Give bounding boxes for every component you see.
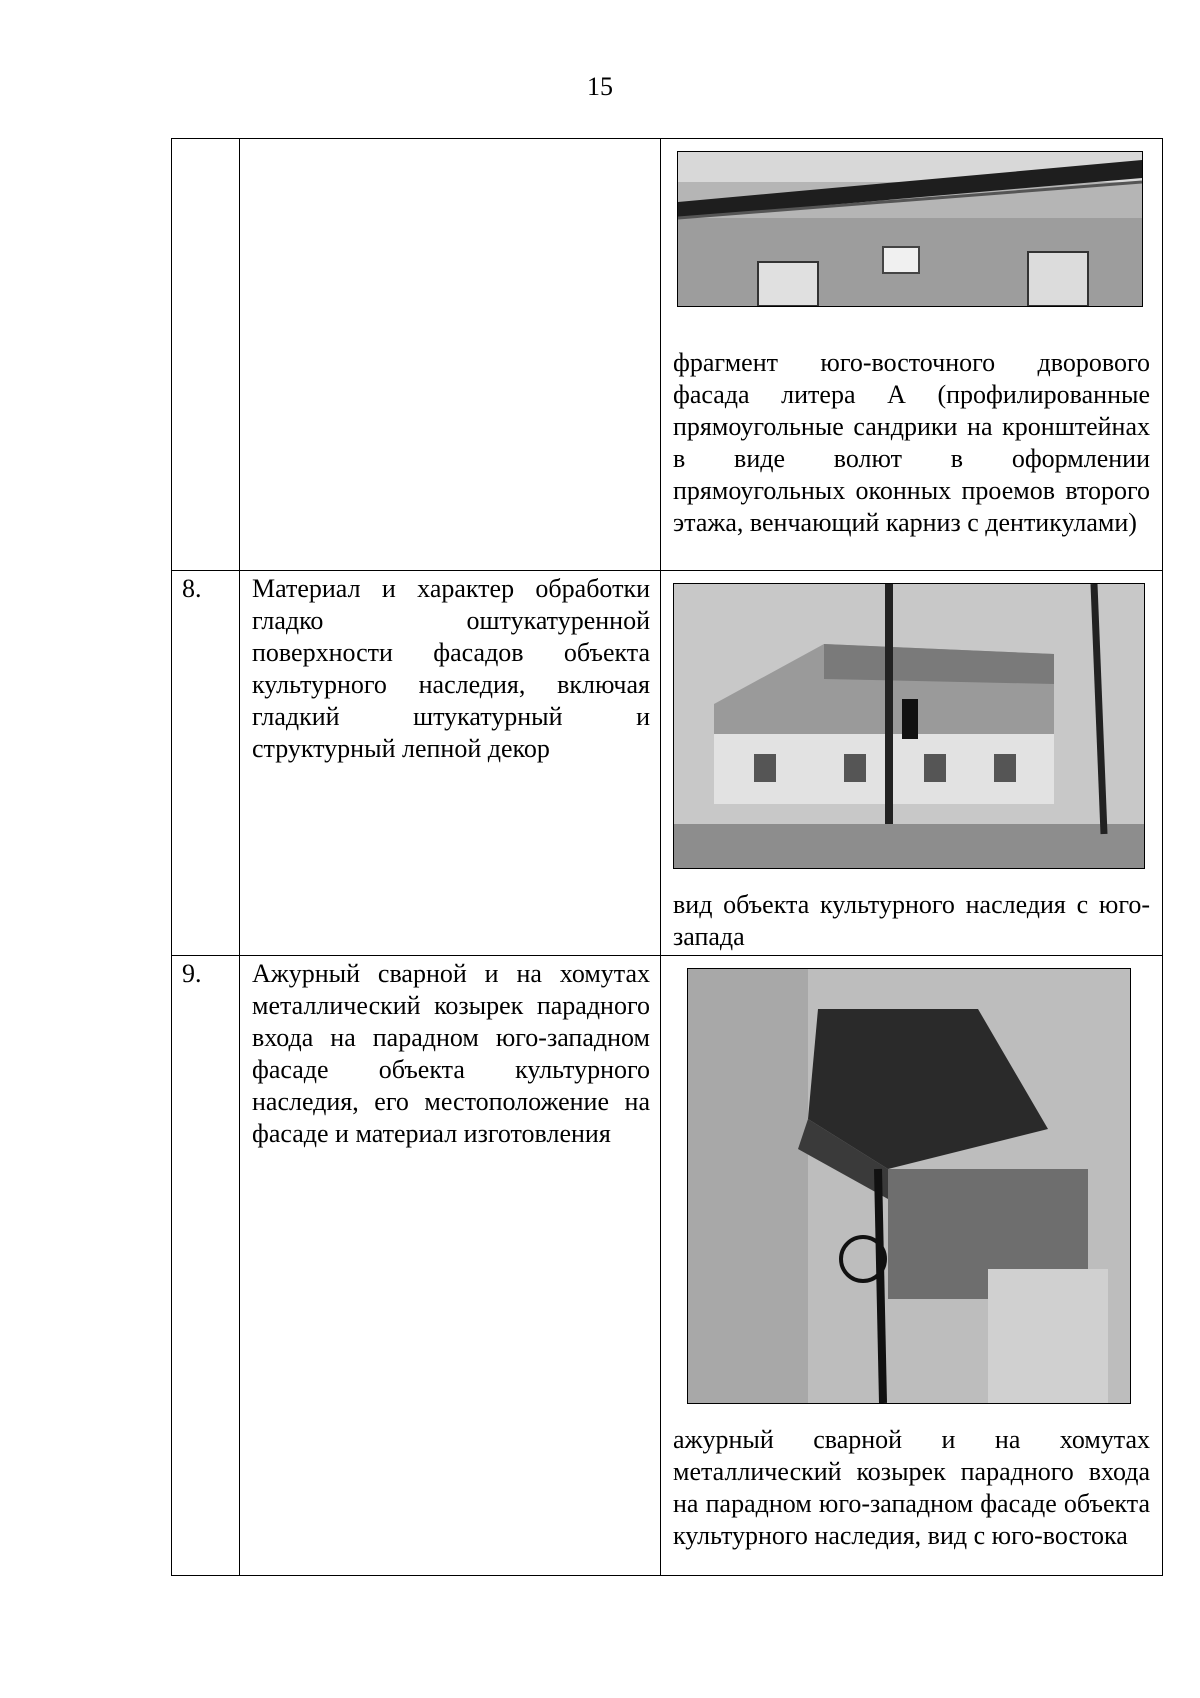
row-number: 8.	[172, 571, 240, 956]
row-image-cell	[661, 956, 1163, 1576]
row-caption: ажурный сварной и на хомутах металлический козырек парадного входа на парадном юго-западном фасаде объекта культурного наследия, вид с юго-востока	[673, 1425, 1150, 1550]
building-southwest-photo	[673, 583, 1145, 869]
facade-fragment-photo	[677, 151, 1143, 307]
table-row	[172, 571, 1163, 956]
row-description: Ажурный сварной и на хомутах металлический козырек парадного входа на парадном юго-западном фасаде объекта культурного наследия, его местоположение на фасаде и материал изготовления	[240, 956, 661, 1576]
row-image-cell	[661, 139, 1163, 571]
page-number: 15	[587, 72, 613, 101]
row-caption: вид объекта культурного наследия с юго-запада	[673, 890, 1150, 951]
row-number: 9.	[172, 956, 240, 1576]
table-row	[172, 139, 1163, 571]
row-image-cell	[661, 571, 1163, 956]
row-caption: фрагмент юго-восточного дворового фасада литера А (профилированные прямоугольные сандрики на кронштейнах в виде волют в оформлении прямоугольных оконных проемов второго этажа, венчающий карниз с дентикулами)	[673, 348, 1150, 537]
row-description	[240, 139, 661, 571]
row-description: Материал и характер обработки гладко оштукатуренной поверхности фасадов объекта культурного наследия, включая гладкий штукатурный и структурный лепной декор	[240, 571, 661, 956]
heritage-elements-table	[171, 138, 1163, 1576]
row-number	[172, 139, 240, 571]
canopy-photo	[687, 968, 1131, 1404]
table-row	[172, 956, 1163, 1576]
